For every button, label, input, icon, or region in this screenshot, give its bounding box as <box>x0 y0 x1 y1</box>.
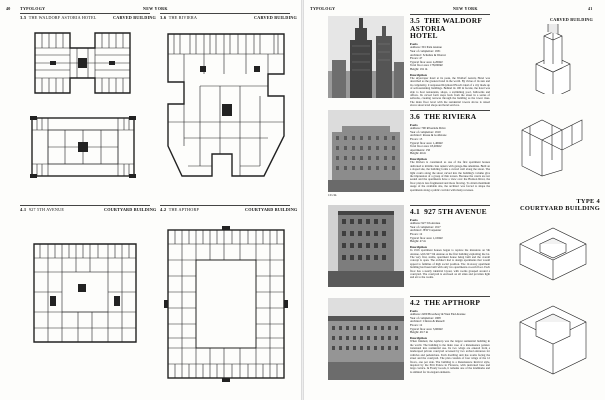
fact-line: Total floor area: 18,200m² <box>410 144 442 149</box>
running-head-typology: TYPOLOGY <box>310 6 336 11</box>
section-number: 3.6 <box>410 112 420 121</box>
fact-line: Year of completion: 1917 <box>410 224 441 229</box>
photo-caption: 10 cm <box>328 193 337 197</box>
description <box>410 74 490 108</box>
riviera-axonometric-diagram <box>516 110 588 180</box>
section-rule <box>410 110 490 111</box>
section-number: 4.1 <box>410 207 420 216</box>
plan-title: THE WALDORF ASTORIA HOTEL <box>28 15 97 20</box>
description-text: When finished, the Apthorp was the largest residential building in the world. The building is the main case of a Renaissance palazzo translated into residential use. Its two wings are entered from a landscaped private courtyard accessed by two arched entrances for vehicles and pedestrians. Each dwelling unit has rooms facing the street and the courtyard. The plan consists of four wings of the 12 floors, one per side. The building is a Renaissance Revival style, inspired by the Pitti Palace in Florence, with rusticated base and large cornice. In Freely Goods, it remains one of the landmarks and is admired for its elegant elements. <box>410 339 490 374</box>
fact-line: Height: 191 m <box>410 66 428 71</box>
page-number-left: 40 <box>6 6 11 11</box>
plan-header-riviera <box>160 15 197 20</box>
running-head-typology: TYPOLOGY <box>20 6 46 11</box>
plan-type: CARVED BUILDING <box>113 15 156 20</box>
plan-title: THE RIVIERA <box>168 15 198 20</box>
facts-list <box>410 124 490 156</box>
plan-number: 4.2 <box>160 207 167 212</box>
section-title-line: HOTEL <box>410 31 438 41</box>
waldorf-ground-floor-plan <box>28 112 138 182</box>
header-rule <box>160 13 290 14</box>
section-number: 4.2 <box>410 298 420 307</box>
waldorf-photo <box>328 16 404 98</box>
fact-line: Floors: 47 <box>410 56 423 61</box>
waldorf-axonometric-diagram <box>518 24 588 94</box>
header-rule <box>20 13 150 14</box>
riviera-floor-plan <box>160 26 292 186</box>
fact-line: Typical floor area: 4,200m² <box>410 59 443 64</box>
apthorp-floor-plan <box>162 224 290 384</box>
description-heading: Description <box>410 335 427 340</box>
plan-title: 927 5TH AVENUE <box>28 207 65 212</box>
fact-line: Address: 927 5th Avenue <box>410 221 441 226</box>
description <box>410 337 490 374</box>
section-title <box>410 299 490 307</box>
facts-heading: Facts <box>410 217 418 222</box>
apthorp-photo <box>328 298 404 380</box>
section-number: 3.5 <box>410 16 420 25</box>
description <box>410 158 490 192</box>
running-head-city: NEW YORK <box>143 6 168 11</box>
section-title <box>410 208 490 216</box>
section-rule <box>410 14 490 15</box>
fact-line: Architect: Rouse & Goldstone <box>410 133 447 138</box>
plan-number: 3.6 <box>160 15 167 20</box>
fact-line: Architect: Schultze & Weaver <box>410 52 446 57</box>
header-rule <box>160 205 290 206</box>
description-heading: Description <box>410 244 427 249</box>
plan-type: CARVED BUILDING <box>254 15 297 20</box>
fact-line: Floors: 12 <box>410 322 423 327</box>
fact-line: Year of completion: 1910 <box>410 129 441 134</box>
facts-list <box>410 43 490 72</box>
left-page <box>0 0 301 400</box>
fact-line: Address: 301 Park Avenue <box>410 45 442 50</box>
type-name: COURTYARD BUILDING <box>519 205 600 212</box>
section-rule <box>410 296 490 297</box>
facts-list <box>410 310 490 335</box>
section-title-line: THE RIVIERA <box>424 112 477 121</box>
section-apthorp <box>410 296 490 374</box>
fact-line: Floors: 12 <box>410 231 423 236</box>
fact-line: Architect: Clinton & Russell <box>410 319 445 324</box>
fact-line: Year of completion: 1931 <box>410 48 441 53</box>
section-rule <box>410 205 490 206</box>
fact-line: Architect: JEW Carpenter <box>410 228 442 233</box>
section-waldorf <box>410 14 490 108</box>
running-head-city: NEW YORK <box>453 6 478 11</box>
type-number: TYPE 4 <box>576 198 600 205</box>
section-title-line: THE WALDORF ASTORIA <box>410 16 482 33</box>
section-title-line: 927 5TH AVENUE <box>424 207 487 216</box>
type-4-label <box>504 198 600 212</box>
section-title <box>410 113 490 121</box>
fact-line: Typical floor area: 3,600m² <box>410 326 443 331</box>
description-text: In 1916 apartment houses began to replace the mansions on 5th Avenue, with 927 5th Avenue as the first building exploiting the lot. The very first, stable, apartment house being built and the overall concept is open. The architect had to design apartments that would appeal to families of high social position. The 12-storey apartment building had been built with only two apartments on each floor. Each floor has a nearly identical layout, with rooms grouped around a courtyard. The courtyard is enclosed on all sides and provides light and air to the rooms. <box>410 248 490 280</box>
plan-type: COURTYARD BUILDING <box>104 207 157 212</box>
riviera-photo <box>328 110 404 192</box>
waldorf-upper-floor-plan <box>30 28 135 98</box>
type-label-carved: CARVED BUILDING <box>550 17 593 22</box>
fact-line: Apartments: 150 <box>410 147 431 152</box>
fact-line: Height: 46 m <box>410 151 426 156</box>
facts-heading: Facts <box>410 41 418 46</box>
section-riviera <box>410 110 490 192</box>
section-927-5th <box>410 205 490 280</box>
description-heading: Description <box>410 156 427 161</box>
facts-list <box>410 219 490 244</box>
plan-number: 3.5 <box>20 15 27 20</box>
927-5th-floor-plan <box>28 238 143 348</box>
section-title <box>410 17 490 40</box>
927-5th-photo <box>328 205 404 287</box>
fact-line: Address: 2209 Broadway & West End Avenue <box>410 312 466 317</box>
fact-line: Typical floor area: 1,100m² <box>410 235 443 240</box>
header-rule <box>20 205 150 206</box>
facts-heading: Facts <box>410 308 418 313</box>
description <box>410 246 490 280</box>
fact-line: Year of completion: 1908 <box>410 315 441 320</box>
right-page <box>304 0 605 400</box>
page-number-right: 41 <box>588 6 593 11</box>
plan-number: 4.1 <box>20 207 27 212</box>
fact-line: Height: 49.7 m <box>410 330 429 335</box>
fact-line: Floors: 13 <box>410 136 423 141</box>
927-5th-axonometric-diagram <box>516 222 590 286</box>
plan-header-927-5th <box>20 207 64 212</box>
apthorp-axonometric-diagram <box>516 300 590 380</box>
section-title-line: THE APTHORP <box>424 298 481 307</box>
description-text: The skyscraper hotel at its peak, the Waldorf Astoria Hotel was described as the greatest hotel in the world. By virtue of its size and its complexity, it surpassed Raymond Hood's ideal of a city made up of self-sustaining buildings. Behind its 190 m facade, the hotel was able to host restaurants, shops, a swimming pool, ballrooms and offices. Its carved form steps back from the street in a series of setbacks, creating terraces through the building as the tower rises. The main floor level with the residential towers above is raised above street level shops and hotel services. <box>410 75 490 108</box>
description-text: The Riviera is considered as one of the first apartment houses dedicated to middle class renters with garage-like amenities. Built on a sloped site, the building forms a curved wall along the street. The light courts along the street carved into the building's volume give the impression of a group of thin towers. Because the courts are not sealed and the apartments have a view over the Hudson River, the floor plan is less fragmented and more flowing. To obtain maximum usage of the available site, the architect was forced to shape the apartments along a public corridor with many recesses. <box>410 160 490 192</box>
fact-line: Total floor area: 178,000m² <box>410 63 444 68</box>
plan-title: THE APTHORP <box>168 207 200 212</box>
plan-type: COURTYARD BUILDING <box>245 207 298 212</box>
fact-line: Address: 790 Riverside Drive <box>410 126 446 131</box>
fact-line: Height: 47 m <box>410 239 426 244</box>
description-heading: Description <box>410 72 427 77</box>
fact-line: Typical floor area: 1,400m² <box>410 140 443 145</box>
plan-header-waldorf <box>20 15 97 20</box>
facts-heading: Facts <box>410 122 418 127</box>
plan-header-apthorp <box>160 207 199 212</box>
